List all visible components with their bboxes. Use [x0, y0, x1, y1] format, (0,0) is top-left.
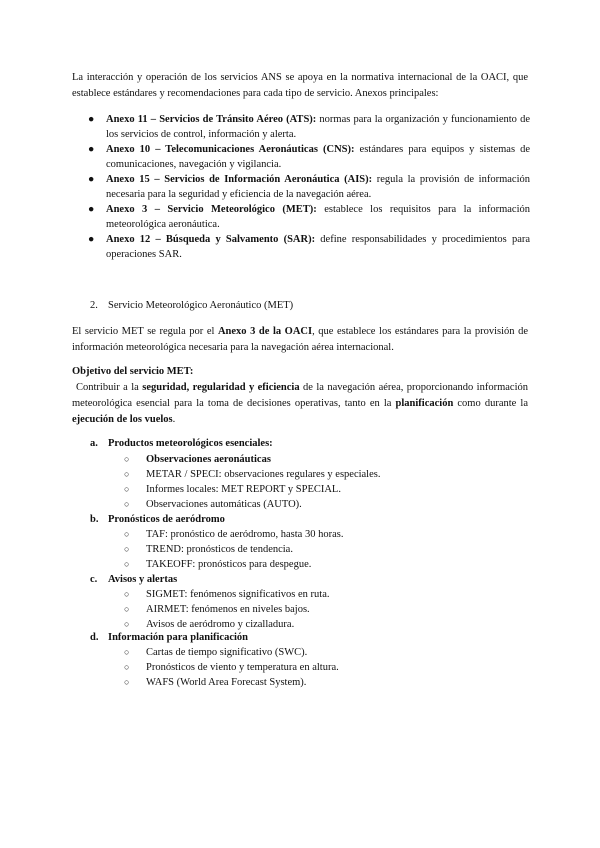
objective-bold: seguridad, regularidad y eficiencia: [142, 382, 300, 393]
list-item: [124, 452, 504, 467]
annex-title: Anexo 10 – Telecomunicaciones Aeronáuticas (CNS):: [106, 144, 355, 155]
list-item: [124, 675, 504, 690]
intro-paragraph: La interacción y operación de los servicios ANS se apoya en la normativa internacional de la OACI, que establece estándares y recomendaciones para cada tipo de servicio. Anexos principales:: [72, 72, 528, 99]
list-item: [124, 587, 504, 602]
bullet-icon: ●: [88, 234, 95, 245]
group-heading: [90, 436, 510, 451]
group-title: Pronósticos de aeródromo: [108, 514, 225, 525]
circle-bullet-icon: ○: [124, 469, 130, 479]
section-heading: [90, 298, 293, 314]
list-item: [124, 645, 504, 660]
group-title: Avisos y alertas: [108, 574, 178, 585]
annex-text: normas para la organización y funcionamiento de los servicios de control, información y alerta.: [106, 114, 530, 140]
annex-item: [86, 232, 530, 262]
list-item-text: SIGMET: fenómenos significativos en ruta.: [146, 589, 330, 600]
circle-bullet-icon: ○: [124, 589, 130, 599]
group-heading: [90, 512, 510, 527]
group-label: a.: [90, 438, 98, 449]
group-heading: [90, 630, 510, 645]
list-item: [124, 557, 504, 572]
list-item: [124, 482, 504, 497]
annex-title: Anexo 3 – Servicio Meteorológico (MET):: [106, 204, 317, 215]
list-item: [124, 527, 504, 542]
list-item: [124, 542, 504, 557]
list-item: [124, 497, 504, 512]
section-number: 2.: [90, 300, 98, 311]
bullet-icon: ●: [88, 114, 95, 125]
objective-text: .: [172, 414, 176, 425]
objective-text: de la navegación aérea, proporcionando información meteorológica esencial para la toma de decisiones operativas, tanto en la: [72, 382, 528, 409]
circle-bullet-icon: ○: [124, 619, 130, 629]
group-label: b.: [90, 514, 99, 525]
circle-bullet-icon: ○: [124, 499, 130, 509]
group-heading: [90, 572, 510, 587]
list-item: [124, 660, 504, 675]
annex-list: [86, 112, 530, 262]
group-label: c.: [90, 574, 98, 585]
list-item-text: Cartas de tiempo significativo (SWC).: [146, 647, 308, 658]
list-item: [124, 467, 504, 482]
section-title: Servicio Meteorológico Aeronáutico (MET): [108, 300, 294, 311]
list-item-text: Informes locales: MET REPORT y SPECIAL.: [146, 484, 341, 495]
objective-bold: planificación: [395, 398, 454, 409]
list-item-text: TREND: pronósticos de tendencia.: [146, 544, 293, 555]
group-title: Productos meteorológicos esenciales:: [108, 438, 273, 449]
list-item: [124, 602, 504, 617]
annex-text: estándares para equipos y sistemas de comunicaciones, navegación y vigilancia.: [106, 144, 531, 170]
annex-title: Anexo 15 – Servicios de Información Aeronáutica (AIS):: [106, 174, 373, 185]
circle-bullet-icon: ○: [124, 559, 130, 569]
circle-bullet-icon: ○: [124, 604, 130, 614]
bullet-icon: ●: [88, 144, 95, 155]
list-item-text: METAR / SPECI: observaciones regulares y especiales.: [146, 469, 381, 480]
objective-bold: ejecución de los vuelos: [72, 414, 173, 425]
annex-text: define responsabilidades y procedimientos para operaciones SAR.: [106, 234, 531, 260]
annex-title: Anexo 12 – Búsqueda y Salvamento (SAR):: [106, 234, 316, 245]
list-item-text: WAFS (World Area Forecast System).: [146, 677, 307, 688]
met-intro-bold: Anexo 3 de la OACI: [217, 326, 313, 337]
list-item-text: TAKEOFF: pronósticos para despegue.: [146, 559, 312, 570]
met-intro-text-end: , que establece los estándares para la provisión de información meteorológica necesaria para la navegación aérea internacional.: [72, 326, 528, 353]
annex-text: establece los requisitos para la información meteorológica aeronáutica.: [106, 204, 530, 230]
objective-paragraph: [72, 380, 528, 428]
annex-item: [86, 172, 530, 202]
met-intro-paragraph: [72, 324, 528, 356]
list-item-text: Avisos de aeródromo y cizalladura.: [146, 619, 295, 630]
circle-bullet-icon: ○: [124, 647, 130, 657]
annex-title: Anexo 11 – Servicios de Tránsito Aéreo (ATS):: [106, 114, 317, 125]
circle-bullet-icon: ○: [124, 529, 130, 539]
objective-text: Contribuir a la: [76, 382, 143, 393]
objective-title: Objetivo del servicio MET:: [72, 366, 194, 377]
group-title: Información para planificación: [108, 632, 249, 643]
annex-text: regula la provisión de información necesaria para la seguridad y eficiencia de la navegación aérea.: [106, 174, 530, 200]
bullet-icon: ●: [88, 174, 95, 185]
circle-bullet-icon: ○: [124, 454, 130, 464]
annex-item: [86, 142, 530, 172]
list-item-text: Observaciones aeronáuticas: [146, 454, 271, 465]
list-item-text: TAF: pronóstico de aeródromo, hasta 30 horas.: [146, 529, 344, 540]
list-item-text: Observaciones automáticas (AUTO).: [146, 499, 302, 510]
circle-bullet-icon: ○: [124, 484, 130, 494]
circle-bullet-icon: ○: [124, 544, 130, 554]
bullet-icon: ●: [88, 204, 95, 215]
met-intro-text: El servicio MET se regula por el: [72, 326, 218, 337]
circle-bullet-icon: ○: [124, 677, 130, 687]
list-item-text: Pronósticos de viento y temperatura en altura.: [146, 662, 339, 673]
annex-item: [86, 202, 530, 232]
objective-text: como durante la: [453, 398, 528, 409]
annex-item: [86, 112, 530, 142]
list-item-text: AIRMET: fenómenos en niveles bajos.: [146, 604, 310, 615]
circle-bullet-icon: ○: [124, 662, 130, 672]
group-label: d.: [90, 632, 99, 643]
